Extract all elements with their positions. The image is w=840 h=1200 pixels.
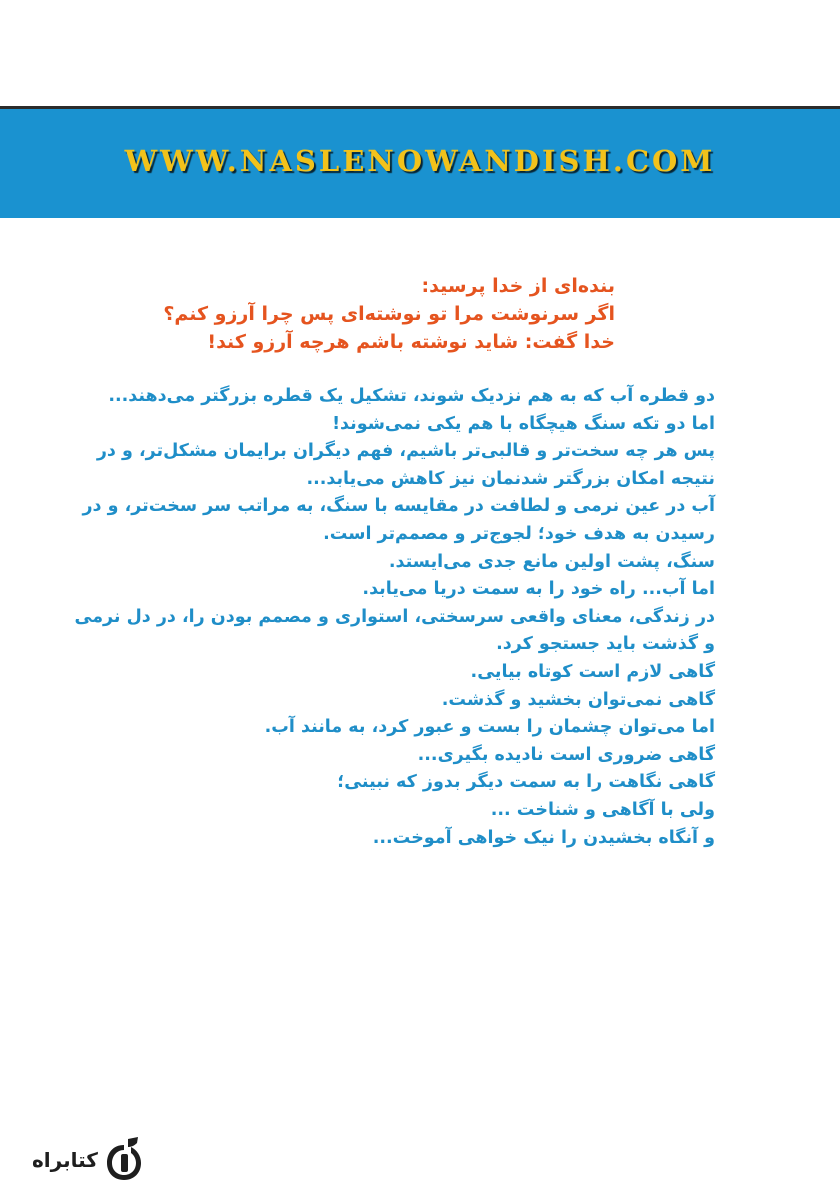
body-line: اما آب... راه خود را به سمت دریا می‌یابد.	[362, 579, 715, 600]
body-line: رسیدن به هدف خود؛ لجوج‌تر و مصمم‌تر است.	[323, 523, 715, 544]
intro-line: اگر سرنوشت مرا تو نوشته‌ای پس چرا آرزو کنم؟	[163, 303, 615, 325]
body-line: آب در عین نرمی و لطافت در مقایسه با سنگ، به مراتب سر سخت‌تر، و در	[82, 496, 715, 517]
body-line: سنگ، پشت اولین مانع جدی می‌ایستد.	[388, 551, 715, 572]
intro-line: بنده‌ای از خدا پرسید:	[421, 275, 615, 297]
ketabrah-logo-icon	[104, 1137, 144, 1183]
body-line: در زندگی، معنای واقعی سرسختی، استواری و مصمم بودن را، در دل نرمی	[74, 606, 715, 627]
body-line: گاهی ضروری است نادیده بگیری...	[417, 744, 715, 765]
intro-line: خدا گفت: شاید نوشته باشم هرچه آرزو کند!	[207, 331, 615, 353]
body-line: گاهی نمی‌توان بخشید و گذشت.	[441, 689, 715, 710]
body-line: اما می‌توان چشمان را بست و عبور کرد، به مانند آب.	[264, 717, 715, 738]
body-block	[74, 383, 715, 852]
body-line: ولی با آگاهی و شناخت ...	[490, 799, 715, 820]
body-line: گاهی نگاهت را به سمت دیگر بدوز که نبینی؛	[337, 772, 715, 793]
body-line: و آنگاه بخشیدن را نیک خواهی آموخت...	[372, 827, 715, 848]
body-line: و گذشت باید جستجو کرد.	[496, 634, 715, 655]
body-line: گاهی لازم است کوتاه بیایی.	[470, 661, 715, 682]
publisher-logo	[32, 1137, 144, 1183]
body-line: دو قطره آب که به هم نزدیک شوند، تشکیل یک قطره بزرگتر می‌دهند...	[108, 386, 715, 406]
body-line: اما دو تکه سنگ هیچگاه با هم یکی نمی‌شوند!	[332, 413, 715, 434]
intro-block	[163, 272, 615, 356]
logo-text: کتابراه	[32, 1148, 98, 1172]
website-url: WWW.NASLENOWANDISH.COM	[124, 144, 716, 178]
body-line: نتیجه امکان بزرگتر شدنمان نیز کاهش می‌یابد...	[306, 468, 715, 489]
body-line: پس هر چه سخت‌تر و قالبی‌تر باشیم، فهم دیگران برایمان مشکل‌تر، و در	[96, 441, 715, 462]
